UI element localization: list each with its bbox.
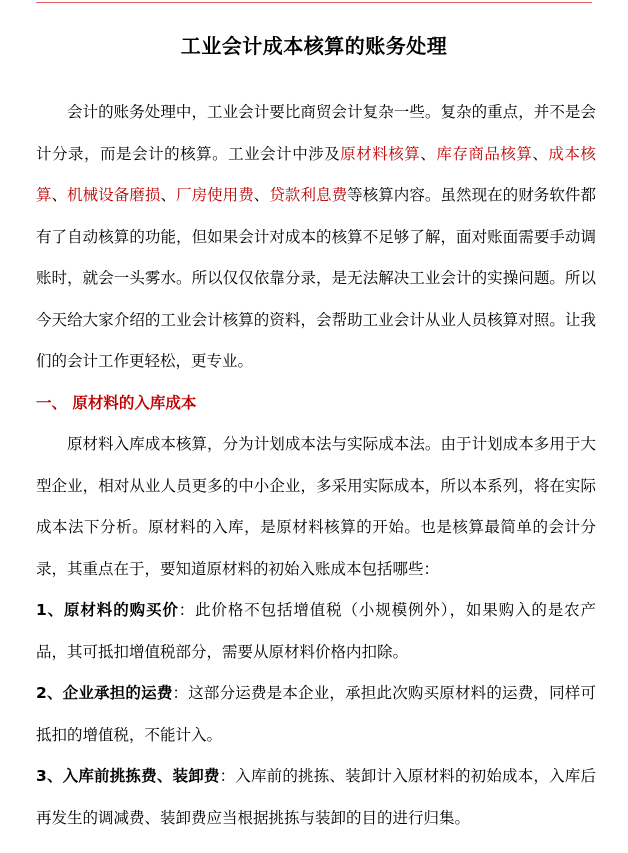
intro-text-b: 等核算内容。虽然现在的财务软件都有了自动核算的功能，但如果会计对成本的核算不足够了解，面对账面需要手动调账时，就会一头雾水。所以仅仅依靠分录，是无法解决工业会计的实操问题。所以今天给大家介绍的工业会计核算的资料，会帮助工业会计从业人员核算对照。让我们的会计工作更轻松，更专业。: [36, 186, 596, 370]
red-term: 机械设备磨损: [67, 186, 161, 204]
item-text: ：入库前的挑拣、装卸计入原材料的初始成本，入库后再发生的调减费、装卸费应当根据挑拣与装卸的目的进行归集。: [36, 767, 596, 827]
item-text: ：此价格不包括增值税（小规模例外），如果购入的是农产品，其可抵扣增值税部分，需要从原材料价格内扣除。: [36, 601, 596, 661]
document-body: [36, 92, 596, 839]
red-term: 库存商品核算: [436, 144, 533, 163]
item-label: 3、入库前挑拣费、装卸费: [36, 767, 220, 785]
item-label: 2、企业承担的运费: [36, 684, 173, 702]
list-item: [36, 756, 596, 839]
item-label: 1、原材料的购买价: [36, 601, 179, 619]
section-paragraph: 原材料入库成本核算，分为计划成本法与实际成本法。由于计划成本多用于大型企业，相对从业人员更多的中小企业，多采用实际成本，所以本系列，将在实际成本法下分析。原材料的入库，是原材料核算的开始。也是核算最简单的会计分录，其重点在于，要知道原材料的初始入账成本包括哪些：: [36, 435, 596, 578]
red-term: 成本核算: [36, 144, 596, 204]
red-term: 厂房使用费: [176, 186, 254, 204]
item-text: ：这部分运费是本企业，承担此次购买原材料的运费，同样可抵扣的增值税，不能计入。: [36, 684, 596, 744]
separator: 、: [420, 144, 437, 163]
list-item: [36, 590, 596, 673]
list-item: [36, 673, 596, 756]
intro-text-a: 会计的账务处理中，工业会计要比商贸会计复杂一些。复杂的重点，并不是会计分录，而是会计的核算。工业会计中涉及: [36, 103, 596, 163]
document-title: 工业会计成本核算的账务处理: [180, 34, 448, 58]
separator: 、: [160, 186, 177, 204]
intro-paragraph: [36, 92, 596, 383]
separator: 、: [51, 186, 68, 204]
header-rule: [36, 2, 592, 3]
separator: 、: [532, 144, 549, 163]
section-heading: 一、 原材料的入库成本: [36, 393, 197, 412]
separator: 、: [253, 186, 270, 204]
red-term: 原材料核算: [340, 144, 421, 163]
red-term: 贷款利息费: [269, 186, 348, 204]
